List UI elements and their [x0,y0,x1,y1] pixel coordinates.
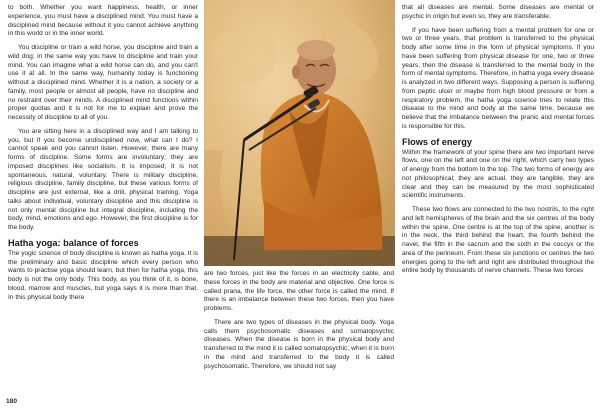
photo-swami-speaking [204,0,395,266]
paragraph: If you have been suffering from a mental problem for one or two or three years, that problem is transferred to the physical body after some time in the form of physical symptoms. If you have been suffering from physical disease for one, two or three years, then the disease is transferred to the mental body in the form of mental symptoms. Therefore, in hatha yoga every disease is analyzed in two different ways. Supposing a person is suffering from peptic ulcer or maybe from high blood pressure or from a respiratory problem, the hatha yoga science tries to relate this disease to the mind and body at the same time, because we believe that the imbalance between the pranic and mental forces is responsible for this. [402,26,594,130]
section-heading-flows-of-energy: Flows of energy [402,136,472,147]
paragraph: are two forces, just like the forces in an electricity cable, and these forces in the body are material and objective. One force is called prana, the life force, the other force is called the mind. If there is an imbalance between these two forces, then you have problems. [204,270,394,312]
section-heading-hatha-yoga: Hatha yoga: balance of forces [8,237,139,248]
paragraph: that all diseases are mental. Some diseases are mental or psychic in origin but even so, they are transferable. [402,4,594,20]
page-number: 180 [6,398,18,405]
paragraph: to both. Whether you want happiness, health, or inner experience, you must have a disciplined mind. You must have a disciplined mind because without it you cannot achieve anything in this world or in the inner world. [8,4,198,38]
middle-text-column [204,270,394,376]
right-text-column [402,4,594,281]
paragraph: You are sitting here in a disciplined way and I am talking to you, but if you become undisciplined now, what can I do? I cannot speak and you cannot listen. However, there are many forms of discipline. Some forms are involuntary; they are imposed disciplines like socialism. It is imposed; it is not spontaneous, natural, voluntary. There is military discipline, religious discipline, family discipline, but these various forms of discipline are just external, like a drill, physical training. Yoga talks about individual, voluntary discipline and this discipline is not only mental discipline but integral discipline, including the body, mind, emotions and ego. However, the first discipline is for the body. [8,127,198,231]
paragraph: Within the framework of your spine there are two important nerve flows, one on the left and one on the right, which carry two types of energy from the bottom to the top. The two forms of energy are not philosophical; they are actual, they are tangible, they are clear and they can be measured by the most sophisticated scientific instruments. [402,148,594,200]
paragraph: There are two types of diseases in the physical body. Yoga calls them psychosomatic diseases and somatopsychic diseases. When the disease is born in the physical body and transferred to the mind it is called somatopsychic; when it is born in the mind and transferred to the body it is called psychosomatic. Therefore, we should not say [204,318,394,370]
paragraph: You discipline or train a wild horse, you discipline and train a wild dog; in the same way you have to discipline and train your mind. You can imagine what a wild horse can do, and you can't use it at all. In the same way, humanity today is functioning without a disciplined mind. Whether it is a nation, a society or a family, most people or almost all people, have no discipline and no restraint over their minds. A disciplined mind functions within proper quotas and it is not for me to explain and prove the necessity of discipline to all of you. [8,44,198,121]
left-text-column [8,4,198,307]
paragraph: The yogic science of body discipline is known as hatha yoga. It is the preliminary and basic discipline which every person who wants to practise yoga should learn, but then for hatha yoga, this body is not the only body. This body, as you think of it, is bone, blood, marrow and muscles, but yoga says it is more than that. In this physical body there [8,249,198,301]
paragraph: These two flows are connected to the two nostrils, to the right and left hemispheres of the brain and the six centres of the body within the spine. One centre is at the top of the spine, another is in the neck, the third behind the heart, the fourth behind the navel, the fifth in the sacrum and the sixth in the coccyx or the area of the perineum. From these six junctions or centres the two energies going to the left and right are distributed throughout the entire body by thousands of nerve channels. These two forces [402,206,594,275]
